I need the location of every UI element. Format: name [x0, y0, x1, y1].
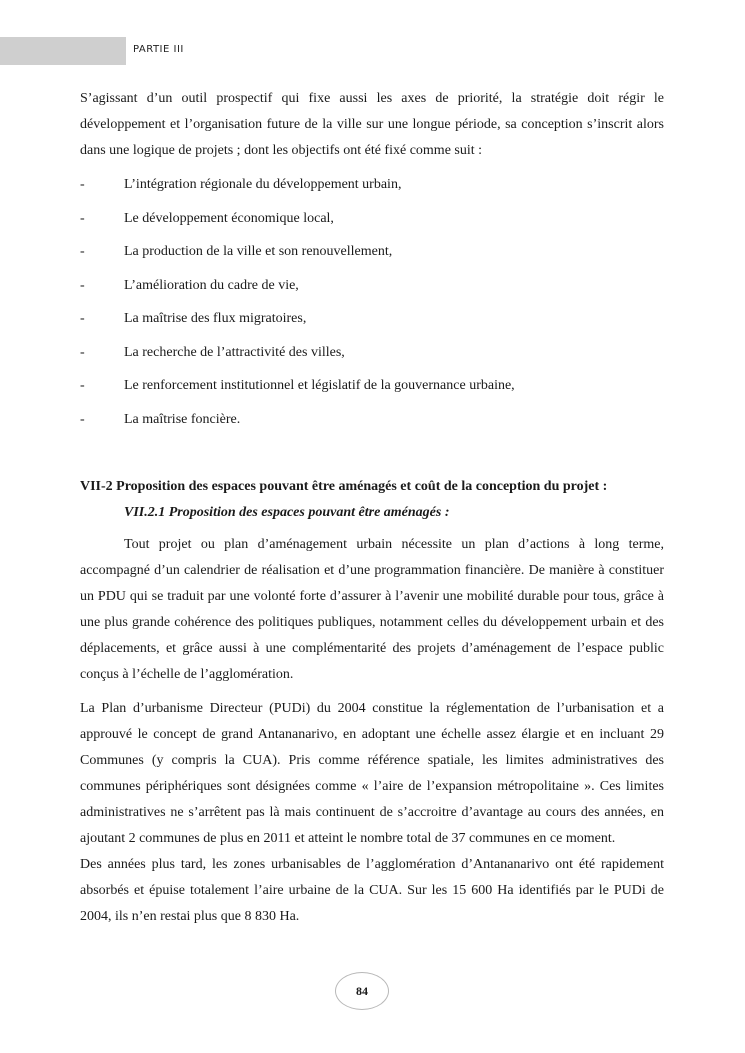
bullet-dash: - — [80, 244, 85, 259]
list-item-text: Le renforcement institutionnel et législatif de la gouvernance urbaine, — [124, 378, 515, 393]
list-item-text: La maîtrise foncière. — [124, 411, 241, 427]
bullet-dash: - — [80, 177, 85, 192]
bullet-dash: - — [80, 378, 85, 393]
bullet-dash: - — [80, 344, 85, 360]
body-paragraph-1: Tout projet ou plan d’aménagement urbain nécessite un plan d’actions à long terme, accompagné d’un calendrier de réalisation et d’une programmation financière. De manière à constituer un PDU qui se traduit par une volonté forte d’assurer à l’avenir une mobilité durable pour tous, grâce à une plus grande cohérence des politiques publiques, notamment celles du développement urbain et des déplacements, et grâce aussi à une complémentarité des projets d’aménagement de l’espace public conçus à l’échelle de l’agglomération. — [80, 537, 664, 682]
list-item-text: L’amélioration du cadre de vie, — [124, 277, 299, 293]
list-item-text: L’intégration régionale du développement urbain, — [124, 177, 402, 192]
list-item-text: Le développement économique local, — [124, 210, 334, 226]
bullet-dash: - — [80, 277, 85, 293]
list-item — [80, 273, 664, 307]
body-paragraph-2: La Plan d’urbanisme Directeur (PUDi) du 2004 constitue la réglementation de l’urbanisation et a approuvé le concept de grand Antananarivo, en adoptant une échelle assez élargie et en incluant 29 Communes (y compris la CUA). Pris comme référence spatiale, les limites administratives des communes périphériques sont désignées comme « l’aire de l’expansion métropolitaine ». Ces limites administratives ne s’arrêtent pas là mais continuent de s’accroitre d’avantage au cours des années, en ajoutant 2 communes de plus en 2011 et atteint le nombre total de 37 communes en ce moment. — [80, 701, 664, 846]
subsection-heading: VII.2.1 Proposition des espaces pouvant être aménagés : — [124, 505, 450, 520]
list-item — [80, 306, 664, 340]
page-content — [80, 86, 664, 930]
list-item — [80, 172, 664, 206]
list-item-text: La recherche de l’attractivité des villes, — [124, 344, 345, 360]
bullet-dash: - — [80, 311, 85, 326]
list-item — [80, 340, 664, 374]
header-bar — [0, 37, 126, 65]
bullet-dash: - — [80, 411, 85, 427]
list-item — [80, 239, 664, 273]
list-item — [80, 206, 664, 240]
list-item-text: La production de la ville et son renouvellement, — [124, 244, 393, 259]
page-number: 84 — [335, 972, 389, 1010]
bullet-dash: - — [80, 210, 85, 226]
body-paragraph-3: Des années plus tard, les zones urbanisables de l’agglomération d’Antananarivo ont été rapidement absorbés et épuise totalement l’aire urbaine de la CUA. Sur les 15 600 Ha identifiés par le PUDi de 2004, ils n’en restai plus que 8 830 Ha. — [80, 857, 664, 924]
section-header: PARTIE III — [133, 44, 184, 55]
list-item — [80, 407, 664, 441]
list-item — [80, 373, 664, 407]
intro-paragraph: S’agissant d’un outil prospectif qui fixe aussi les axes de priorité, la stratégie doit régir le développement et l’organisation future de la ville sur une longue période, sa conception s’inscrit alors dans une logique de projets ; dont les objectifs ont été fixé comme suit : — [80, 91, 664, 158]
list-item-text: La maîtrise des flux migratoires, — [124, 311, 307, 326]
section-heading: VII-2 Proposition des espaces pouvant être aménagés et coût de la conception du projet : — [80, 479, 608, 494]
objectives-list — [80, 172, 664, 440]
